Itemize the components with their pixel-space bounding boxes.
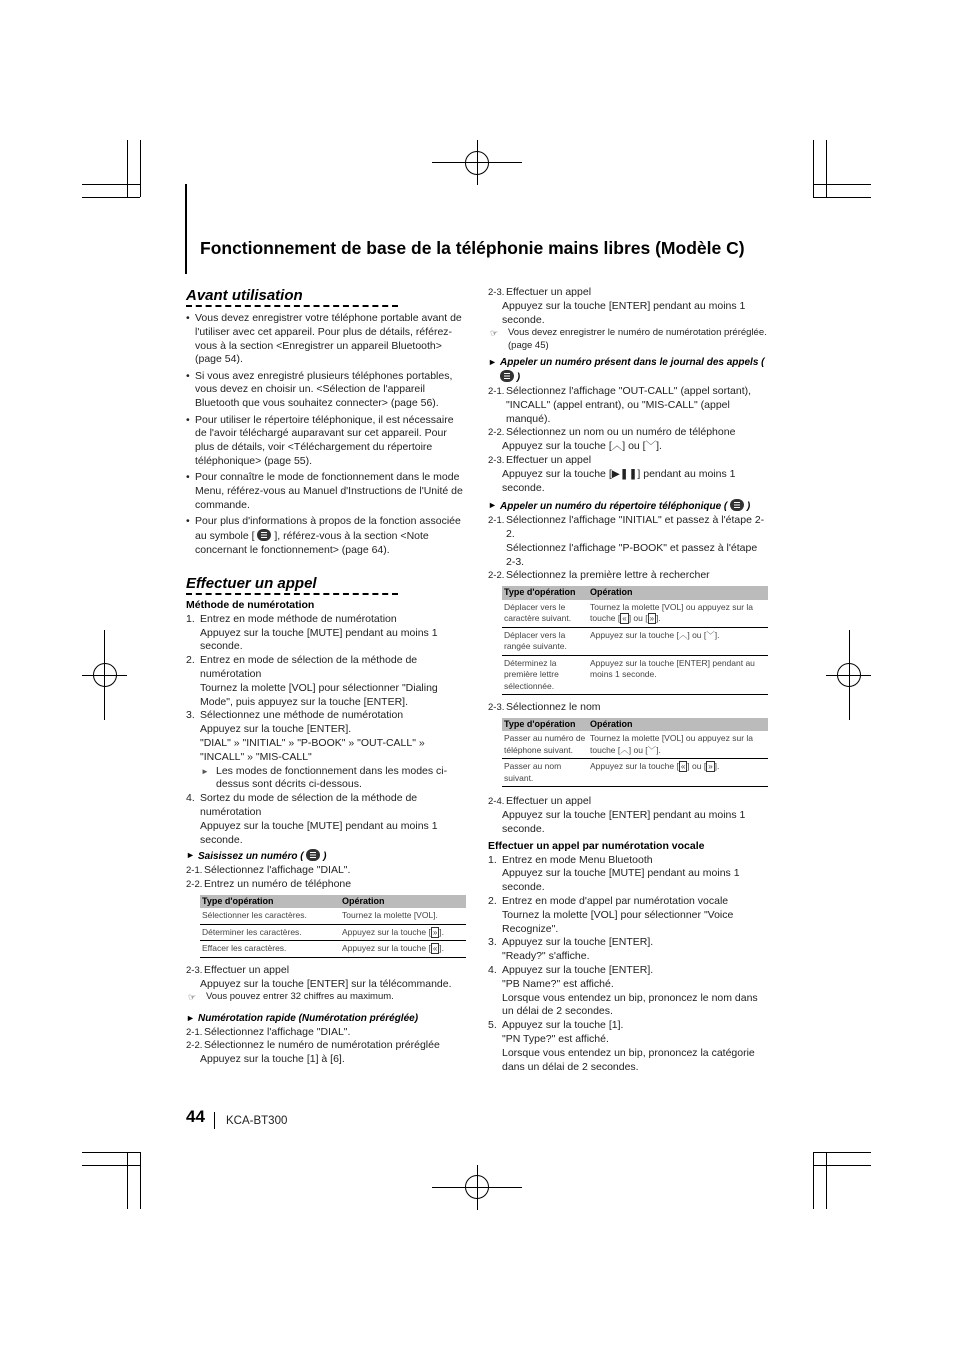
crop-mark xyxy=(813,1152,871,1153)
page-number: 44 xyxy=(186,1107,205,1126)
model-name: KCA-BT300 xyxy=(226,1115,288,1127)
note: ► Les modes de fonctionnement dans les modes ci-dessus sont décrits ci-dessous. xyxy=(201,764,448,791)
menu-icon xyxy=(730,499,744,511)
note-icon: ☞ xyxy=(188,992,197,1003)
step-text: Tournez la molette [VOL] pour sélectionner "Dialing Mode", puis appuyez sur la touche [ENTER]. xyxy=(200,681,438,708)
list-item: • Pour plus d'informations à propos de la fonction associée au symbole [ ], référez-vous à la section <Note concernant le fonctionnement> (page 64). xyxy=(186,515,466,557)
arrow-icon: ► xyxy=(186,850,195,861)
step-text: "Ready?" s'affiche. xyxy=(502,950,590,963)
arrow-icon: ► xyxy=(488,500,497,511)
operation-table: Type d'opération Opération Passer au numéro de téléphone suivant. Tournez la molette [VOL] ou appuyez sur la touche [︿] ou [﹀]. Passer au nom suivant. Appuyez sur la touche [ « ] ou [ » ]. xyxy=(502,718,768,788)
step-text: Tournez la molette [VOL] pour sélectionner "Voice Recognize". xyxy=(502,908,734,935)
procedure-heading: ► Saisissez un numéro ( ) xyxy=(186,850,327,863)
procedure-heading: ► Appeler un numéro du répertoire téléphonique ( ) xyxy=(488,500,751,513)
left-column xyxy=(186,286,466,1067)
section-heading: Avant utilisation xyxy=(186,286,466,306)
down-icon: ﹀ xyxy=(645,440,657,453)
up-icon: ︿ xyxy=(678,629,688,640)
registration-line xyxy=(477,140,478,185)
step: 4. Sortez du mode de sélection de la méthode de numérotation xyxy=(186,792,418,818)
arrow-icon: ► xyxy=(201,766,209,776)
menu-icon xyxy=(257,529,271,541)
crop-mark xyxy=(82,1152,140,1153)
crop-mark xyxy=(82,197,140,198)
crop-mark xyxy=(127,1152,128,1209)
step: 2. Entrez en mode de sélection de la méthode de numérotation xyxy=(186,654,418,681)
substep: 2-2. Sélectionnez le numéro de numérotation préréglée xyxy=(186,1039,440,1052)
step-text: Appuyez sur la touche [ENTER] pendant au moins 1 seconde. xyxy=(502,299,746,326)
note: ☞ Vous devez enregistrer le numéro de numérotation préréglée. (page 45) xyxy=(490,327,767,351)
step-text: Lorsque vous entendez un bip, prononcez la catégorie dans un délai de 2 secondes. xyxy=(502,1046,755,1073)
substep: 2-3. Effectuer un appel xyxy=(186,963,290,976)
crop-mark xyxy=(826,1152,827,1209)
step: 2. Entrez en mode d'appel par numérotation vocale xyxy=(488,895,729,908)
substep: 2-4. Effectuer un appel xyxy=(488,795,592,808)
bullet-list xyxy=(186,312,466,558)
double-right-icon: » xyxy=(649,614,655,624)
crop-mark xyxy=(813,1152,814,1209)
substep: Sélectionnez l'affichage "P-BOOK" et passez à l'étape 2-3. xyxy=(506,541,758,568)
list-item: • Pour connaître le mode de fonctionnement dans le mode Menu, référez-vous au Manuel d'Instructions de l'Unité de commande. xyxy=(186,471,466,512)
down-icon: ﹀ xyxy=(647,744,657,755)
step-text: Appuyez sur la touche [▶❚❚] pendant au moins 1 seconde. xyxy=(502,467,736,494)
page-title: Fonctionnement de base de la téléphonie mains libres (Modèle C) xyxy=(200,238,745,258)
registration-line xyxy=(104,630,105,720)
substep: 2-3. Effectuer un appel xyxy=(488,453,592,466)
down-icon: ﹀ xyxy=(706,629,715,640)
crop-mark xyxy=(813,197,871,198)
substep: 2-2. Sélectionnez la première lettre à rechercher xyxy=(488,569,710,582)
section-heading: Effectuer un appel xyxy=(186,574,466,594)
double-left-icon: « xyxy=(432,944,438,954)
double-left-icon: « xyxy=(622,614,627,624)
step-text: Appuyez sur la touche [ENTER] pendant au moins 1 seconde. xyxy=(502,809,746,836)
procedure-heading: ► Appeler un numéro présent dans le journal des appels ( ) xyxy=(488,357,765,384)
arrow-icon: ► xyxy=(186,1012,195,1023)
step-text: Appuyez sur la touche [ENTER] sur la télécommande. xyxy=(200,977,452,990)
crop-mark xyxy=(82,1165,140,1166)
step: 4. Appuyez sur la touche [ENTER]. xyxy=(488,964,654,976)
substep: 2-3. Sélectionnez le nom xyxy=(488,701,601,714)
crop-mark xyxy=(813,140,814,197)
divider xyxy=(214,1112,215,1129)
note: ☞ Vous pouvez entrer 32 chiffres au maximum. xyxy=(188,991,394,1003)
substep: 2-2. Sélectionnez un nom ou un numéro de téléphone xyxy=(488,426,736,439)
crop-mark xyxy=(140,140,141,197)
registration-line xyxy=(477,1165,478,1210)
title-bar xyxy=(185,184,187,274)
operation-table: Type d'opération Opération Déplacer vers le caractère suivant. Tournez la molette [VOL] ou appuyez sur la touche [ « ] ou [ » ]. Déplacer vers la rangée suivante. Appuyez sur la touche [︿] ou [﹀]. Déterminez la première lettre sélectionnée. Appuyez sur la touche [ENTER] pendant au moins 1 seconde. xyxy=(502,586,768,695)
step-text: "PB Name?" est affiché. xyxy=(502,977,614,990)
substep: 2-1. Sélectionnez l'affichage "OUT-CALL" (appel sortant), "INCALL" (appel entrant), ou "MIS-CALL" (appel manqué). xyxy=(488,384,752,425)
step-text: Appuyez sur la touche [ENTER]. xyxy=(200,723,352,736)
arrow-icon: ► xyxy=(488,357,497,368)
double-left-icon: « xyxy=(680,762,686,772)
subheading: Effectuer un appel par numérotation vocale xyxy=(488,839,705,852)
substep: 2-1. Sélectionnez l'affichage "INITIAL" et passez à l'étape 2-2. xyxy=(488,514,765,540)
right-column xyxy=(488,286,769,1074)
step-text: Appuyez sur la touche [MUTE] pendant au moins 1 seconde. xyxy=(502,867,740,894)
step: 3. Appuyez sur la touche [ENTER]. xyxy=(488,936,654,949)
list-item: • Pour utiliser le répertoire téléphonique, il est nécessaire de l'avoir téléchargé auparavant sur cet appareil. Pour plus de détails, voir <Téléchargement du répertoire téléphonique> (page 55). xyxy=(186,414,466,469)
subheading: Méthode de numérotation xyxy=(186,599,315,612)
step: 5. Appuyez sur la touche [1]. xyxy=(488,1019,624,1032)
step-text: Appuyez sur la touche [︿] ou [﹀]. xyxy=(502,440,662,453)
substep: 2-2. Entrez un numéro de téléphone xyxy=(186,877,352,890)
step: 1. Entrez en mode Menu Bluetooth xyxy=(488,853,653,866)
list-item: • Vous devez enregistrer votre téléphone portable avant de l'utiliser avec cet appareil. Pour plus de détails, référez-vous à la section <Enregistrer un appareil Bluetooth> (page 54). xyxy=(186,312,466,367)
list-item: • Si vous avez enregistré plusieurs téléphones portables, vous devez en choisir un. <Sélection de l'appareil Bluetooth que vous souhaitez connecter> (page 56). xyxy=(186,370,466,411)
substep: 2-3. Effectuer un appel xyxy=(488,286,592,298)
note-icon: ☞ xyxy=(490,328,499,339)
step-text: Appuyez sur la touche [MUTE] pendant au moins 1 seconde. xyxy=(200,819,438,846)
step-text: "DIAL" » "INITIAL" » "P-BOOK" » "OUT-CALL" » "INCALL" » "MIS-CALL" xyxy=(200,737,425,763)
crop-mark xyxy=(813,184,871,185)
crop-mark xyxy=(82,184,140,185)
step-text: Appuyez sur la touche [1] à [6]. xyxy=(200,1053,345,1066)
step-text: Lorsque vous entendez un bip, prononcez le nom dans un délai de 2 secondes. xyxy=(502,991,758,1018)
step-text: Appuyez sur la touche [MUTE] pendant au moins 1 seconde. xyxy=(200,626,438,653)
crop-mark xyxy=(127,140,128,197)
crop-mark xyxy=(826,140,827,197)
up-icon: ︿ xyxy=(611,440,623,453)
crop-mark xyxy=(140,1152,141,1209)
up-icon: ︿ xyxy=(620,744,629,755)
operation-table: Type d'opération Opération Sélectionner les caractères. Tournez la molette [VOL]. Déterminer les caractères. Appuyez sur la touche [ » ]. Effacer les caractères. Appuyez sur la touche [ « ]. xyxy=(200,895,466,958)
menu-icon xyxy=(500,370,514,382)
step: 1. Entrez en mode méthode de numérotation xyxy=(186,612,397,625)
play-pause-icon: ▶❚❚ xyxy=(611,467,638,480)
step-text: "PN Type?" est affiché. xyxy=(502,1032,609,1045)
menu-icon xyxy=(306,849,320,861)
crop-mark xyxy=(813,1165,871,1166)
procedure-heading: ► Numérotation rapide (Numérotation préréglée) xyxy=(186,1012,419,1024)
registration-line xyxy=(849,630,850,720)
double-right-icon: » xyxy=(432,927,438,937)
substep: 2-1. Sélectionnez l'affichage "DIAL". xyxy=(186,864,351,877)
double-right-icon: » xyxy=(708,762,713,772)
step: 3. Sélectionnez une méthode de numérotation xyxy=(186,709,404,722)
substep: 2-1. Sélectionnez l'affichage "DIAL". xyxy=(186,1025,351,1038)
